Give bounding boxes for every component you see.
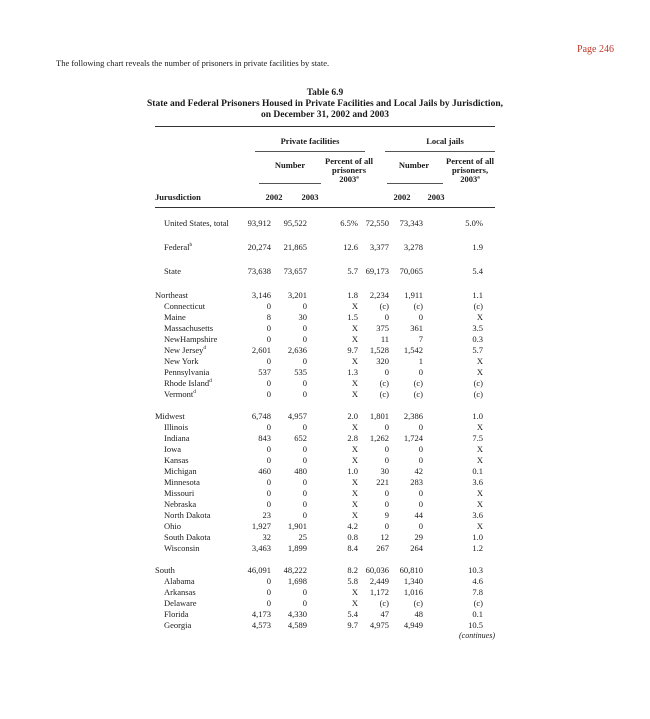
cell-pfp: X bbox=[351, 378, 358, 388]
jurisdiction-name: Ohio bbox=[164, 521, 181, 531]
cell-pfp: 1.3 bbox=[347, 367, 358, 377]
cell-lj02: 1,801 bbox=[369, 411, 389, 421]
jurisdiction-name: Maine bbox=[164, 312, 186, 322]
cell-ljp: 1.1 bbox=[472, 290, 483, 300]
cell-lj02: 320 bbox=[376, 356, 389, 366]
cell-lj03: 73,343 bbox=[399, 218, 423, 228]
cell-ljp: 7.8 bbox=[472, 587, 483, 597]
cell-pfp: 2.8 bbox=[347, 433, 358, 443]
jurisdiction-name: Kansas bbox=[164, 455, 189, 465]
cell-lj03: 4,949 bbox=[403, 620, 423, 630]
cell-lj03: 44 bbox=[414, 510, 423, 520]
cell-pfp: 5.7 bbox=[347, 266, 358, 276]
header-private-number: Number bbox=[274, 160, 306, 170]
cell-pf02: 0 bbox=[266, 455, 271, 465]
table-row bbox=[155, 477, 495, 488]
cell-pf02: 73,638 bbox=[247, 266, 271, 276]
jurisdiction-name: Alabama bbox=[164, 576, 195, 586]
cell-lj03: 48 bbox=[414, 609, 423, 619]
cell-lj03: 7 bbox=[418, 334, 423, 344]
cell-pfp: X bbox=[351, 587, 358, 597]
cell-lj03: (c) bbox=[413, 301, 423, 311]
cell-lj02: 11 bbox=[380, 334, 389, 344]
cell-ljp: 10.5 bbox=[468, 620, 483, 630]
cell-ljp: 5.4 bbox=[472, 266, 483, 276]
cell-lj03: 0 bbox=[418, 488, 423, 498]
jurisdiction-name: United States, total bbox=[164, 218, 229, 228]
cell-pf03: 0 bbox=[302, 444, 307, 454]
cell-lj02: 72,550 bbox=[365, 218, 389, 228]
cell-lj03: 1 bbox=[418, 356, 423, 366]
cell-ljp: 1.0 bbox=[472, 532, 483, 542]
cell-lj02: 1,172 bbox=[369, 587, 389, 597]
jurisdiction-name: Georgia bbox=[164, 620, 192, 630]
cell-lj02: 221 bbox=[376, 477, 389, 487]
header-local-jails: Local jails bbox=[426, 136, 464, 146]
cell-pf03: 0 bbox=[302, 477, 307, 487]
cell-lj03: 1,340 bbox=[403, 576, 423, 586]
cell-pf03: 0 bbox=[302, 422, 307, 432]
cell-lj02: 267 bbox=[376, 543, 389, 553]
table-row bbox=[155, 334, 495, 345]
footnote-marker: d bbox=[193, 389, 197, 396]
cell-lj02: 0 bbox=[384, 499, 389, 509]
cell-ljp: 1.9 bbox=[472, 242, 483, 252]
cell-pfp: X bbox=[351, 301, 358, 311]
table-row bbox=[155, 532, 495, 543]
cell-lj03: (c) bbox=[413, 598, 423, 608]
cell-lj02: 0 bbox=[384, 444, 389, 454]
cell-pf03: 0 bbox=[302, 455, 307, 465]
cell-ljp: X bbox=[476, 455, 483, 465]
cell-lj03: 0 bbox=[418, 422, 423, 432]
header-lj-2003: 2003 bbox=[427, 192, 445, 202]
jurisdiction-name: South bbox=[155, 565, 175, 575]
cell-pfp: 8.2 bbox=[347, 565, 358, 575]
header-local-number: Number bbox=[398, 160, 430, 170]
cell-pf02: 0 bbox=[266, 378, 271, 388]
cell-pfp: 8.4 bbox=[347, 543, 358, 553]
cell-pf03: 73,657 bbox=[283, 266, 307, 276]
table-row bbox=[155, 266, 495, 277]
cell-lj03: (c) bbox=[413, 378, 423, 388]
cell-ljp: 0.1 bbox=[472, 466, 483, 476]
cell-lj03: 2,386 bbox=[403, 411, 423, 421]
cell-pf02: 0 bbox=[266, 301, 271, 311]
cell-pf03: 0 bbox=[302, 389, 307, 399]
cell-pf02: 20,274 bbox=[247, 242, 271, 252]
cell-pf02: 0 bbox=[266, 422, 271, 432]
cell-ljp: X bbox=[476, 499, 483, 509]
cell-pf03: 652 bbox=[294, 433, 307, 443]
cell-ljp: X bbox=[476, 312, 483, 322]
table-title: State and Federal Prisoners Housed in Private Facilities and Local Jails by Jurisdiction, bbox=[147, 99, 503, 109]
cell-lj02: 0 bbox=[384, 422, 389, 432]
cell-pf03: 0 bbox=[302, 334, 307, 344]
table-row bbox=[155, 433, 495, 444]
table-row bbox=[155, 367, 495, 378]
cell-pf02: 0 bbox=[266, 598, 271, 608]
cell-ljp: 0.3 bbox=[472, 334, 483, 344]
table-row bbox=[155, 290, 495, 301]
data-table bbox=[155, 126, 495, 640]
jurisdiction-name: Indiana bbox=[164, 433, 190, 443]
jurisdiction-name: Michigan bbox=[164, 466, 197, 476]
cell-lj03: 1,016 bbox=[403, 587, 423, 597]
cell-lj03: 0 bbox=[418, 521, 423, 531]
cell-pf02: 0 bbox=[266, 323, 271, 333]
cell-pf02: 0 bbox=[266, 587, 271, 597]
cell-ljp: 5.0% bbox=[465, 218, 483, 228]
page-number: Page 246 bbox=[577, 44, 614, 55]
cell-ljp: (c) bbox=[473, 389, 483, 399]
cell-lj02: 3,377 bbox=[369, 242, 389, 252]
header-lj-2002: 2002 bbox=[393, 192, 411, 202]
jurisdiction-name: Illinois bbox=[164, 422, 189, 432]
cell-lj02: 1,262 bbox=[369, 433, 389, 443]
cell-pf03: 1,698 bbox=[287, 576, 307, 586]
cell-lj02: 69,173 bbox=[365, 266, 389, 276]
table-row bbox=[155, 356, 495, 367]
cell-pf03: 1,899 bbox=[287, 543, 307, 553]
cell-pf02: 46,091 bbox=[247, 565, 271, 575]
cell-pfp: 1.5 bbox=[347, 312, 358, 322]
table-number: Table 6.9 bbox=[306, 88, 344, 98]
table-header-rule bbox=[155, 207, 495, 208]
cell-pf03: 0 bbox=[302, 587, 307, 597]
cell-lj02: 9 bbox=[384, 510, 389, 520]
table-row bbox=[155, 609, 495, 620]
cell-ljp: X bbox=[476, 521, 483, 531]
cell-ljp: (c) bbox=[473, 598, 483, 608]
cell-pfp: X bbox=[351, 499, 358, 509]
header-private-percent: Percent of all prisoners 2003ª bbox=[325, 156, 373, 184]
cell-pf03: 0 bbox=[302, 356, 307, 366]
cell-pf02: 0 bbox=[266, 356, 271, 366]
cell-pfp: X bbox=[351, 510, 358, 520]
header-private-rule bbox=[255, 151, 365, 152]
table-row bbox=[155, 323, 495, 334]
jurisdiction-name: Iowa bbox=[164, 444, 181, 454]
cell-lj02: 0 bbox=[384, 455, 389, 465]
cell-pfp: 4.2 bbox=[347, 521, 358, 531]
jurisdiction-name: Connecticut bbox=[164, 301, 206, 311]
cell-pf02: 2,601 bbox=[251, 345, 271, 355]
cell-pfp: 9.7 bbox=[347, 345, 358, 355]
cell-pf02: 3,146 bbox=[251, 290, 271, 300]
cell-pfp: X bbox=[351, 389, 358, 399]
jurisdiction-name: Florida bbox=[164, 609, 189, 619]
cell-pf03: 30 bbox=[298, 312, 307, 322]
cell-pfp: 5.4 bbox=[347, 609, 358, 619]
cell-lj02: 12 bbox=[380, 532, 389, 542]
table-row bbox=[155, 565, 495, 576]
cell-ljp: 0.1 bbox=[472, 609, 483, 619]
table-row bbox=[155, 488, 495, 499]
cell-lj02: 30 bbox=[380, 466, 389, 476]
cell-pf02: 23 bbox=[262, 510, 271, 520]
cell-lj02: 4,975 bbox=[369, 620, 389, 630]
cell-ljp: X bbox=[476, 422, 483, 432]
jurisdiction-name: Delaware bbox=[164, 598, 197, 608]
table-row bbox=[155, 510, 495, 521]
cell-ljp: X bbox=[476, 444, 483, 454]
jurisdiction-name: New York bbox=[164, 356, 199, 366]
cell-lj03: 283 bbox=[410, 477, 423, 487]
table-row bbox=[155, 422, 495, 433]
table-row bbox=[155, 345, 495, 356]
cell-pf03: 4,330 bbox=[287, 609, 307, 619]
cell-pf02: 3,463 bbox=[251, 543, 271, 553]
cell-lj03: 3,278 bbox=[403, 242, 423, 252]
jurisdiction-name: Midwest bbox=[155, 411, 185, 421]
table-row bbox=[155, 543, 495, 554]
cell-pf03: 21,865 bbox=[283, 242, 307, 252]
cell-lj03: 0 bbox=[418, 312, 423, 322]
cell-lj02: (c) bbox=[379, 301, 389, 311]
table-row bbox=[155, 620, 495, 631]
cell-pf03: 1,901 bbox=[287, 521, 307, 531]
jurisdiction-name: Nebraska bbox=[164, 499, 197, 509]
cell-pf02: 8 bbox=[266, 312, 271, 322]
cell-pf02: 4,173 bbox=[251, 609, 271, 619]
cell-pf03: 25 bbox=[298, 532, 307, 542]
cell-pfp: X bbox=[351, 334, 358, 344]
jurisdiction-name: New Jersey$^d$ bbox=[164, 345, 207, 355]
intro-text: The following chart reveals the number of prisoners in private facilities by state. bbox=[56, 58, 330, 68]
cell-pf02: 460 bbox=[258, 466, 271, 476]
cell-pf02: 843 bbox=[258, 433, 271, 443]
cell-ljp: (c) bbox=[473, 301, 483, 311]
cell-lj02: (c) bbox=[379, 598, 389, 608]
cell-ljp: X bbox=[476, 356, 483, 366]
header-pf-2002: 2002 bbox=[265, 192, 283, 202]
header-jurisdiction: Jurusdiction bbox=[155, 192, 201, 202]
header-private-facilities: Private facilities bbox=[280, 136, 340, 146]
cell-pf03: 4,957 bbox=[287, 411, 307, 421]
cell-lj03: 0 bbox=[418, 367, 423, 377]
cell-pf03: 4,589 bbox=[287, 620, 307, 630]
jurisdiction-name: Northeast bbox=[155, 290, 189, 300]
cell-pf02: 0 bbox=[266, 488, 271, 498]
cell-lj02: (c) bbox=[379, 389, 389, 399]
cell-lj03: 60,810 bbox=[399, 565, 423, 575]
cell-pfp: X bbox=[351, 455, 358, 465]
cell-lj03: 1,724 bbox=[403, 433, 423, 443]
footnote-marker: d bbox=[209, 378, 212, 385]
cell-ljp: 1.2 bbox=[472, 543, 483, 553]
cell-pf02: 93,912 bbox=[247, 218, 271, 228]
jurisdiction-name: South Dakota bbox=[164, 532, 211, 542]
cell-pfp: 2.0 bbox=[347, 411, 358, 421]
table-row bbox=[155, 444, 495, 455]
table-header bbox=[155, 127, 495, 207]
cell-ljp: (c) bbox=[473, 378, 483, 388]
cell-ljp: X bbox=[476, 488, 483, 498]
table-row bbox=[155, 218, 495, 229]
cell-pfp: X bbox=[351, 422, 358, 432]
jurisdiction-name: NewHampshire bbox=[164, 334, 218, 344]
table-row bbox=[155, 598, 495, 609]
cell-pfp: 5.8 bbox=[347, 576, 358, 586]
jurisdiction-name: Minnesota bbox=[164, 477, 200, 487]
header-local-percent: Percent of all prisoners, 2003ª bbox=[446, 156, 494, 184]
cell-pfp: 1.8 bbox=[347, 290, 358, 300]
jurisdiction-name: North Dakota bbox=[164, 510, 211, 520]
table-row bbox=[155, 576, 495, 587]
cell-pfp: X bbox=[351, 477, 358, 487]
jurisdiction-name: Pennsylvania bbox=[164, 367, 210, 377]
cell-lj02: 0 bbox=[384, 488, 389, 498]
cell-pf03: 0 bbox=[302, 488, 307, 498]
footnote-marker: d bbox=[203, 345, 207, 352]
cell-pf03: 535 bbox=[294, 367, 307, 377]
cell-pfp: 6.5% bbox=[340, 218, 358, 228]
cell-ljp: 4.6 bbox=[472, 576, 483, 586]
cell-pf03: 95,522 bbox=[283, 218, 307, 228]
cell-lj02: 0 bbox=[384, 367, 389, 377]
cell-lj03: 264 bbox=[410, 543, 423, 553]
cell-pfp: X bbox=[351, 444, 358, 454]
cell-pfp: 1.0 bbox=[347, 466, 358, 476]
table-subtitle: on December 31, 2002 and 2003 bbox=[260, 110, 390, 120]
header-local-rule bbox=[385, 151, 495, 152]
cell-ljp: 5.7 bbox=[472, 345, 483, 355]
cell-pf03: 3,201 bbox=[287, 290, 307, 300]
footnote-marker: b bbox=[189, 242, 193, 249]
table-row bbox=[155, 499, 495, 510]
header-pf-2003: 2003 bbox=[301, 192, 319, 202]
cell-lj03: 1,911 bbox=[404, 290, 423, 300]
cell-pf03: 0 bbox=[302, 323, 307, 333]
table-row bbox=[155, 521, 495, 532]
cell-lj03: 0 bbox=[418, 444, 423, 454]
cell-lj03: 42 bbox=[414, 466, 423, 476]
jurisdiction-name: Federal$^b$ bbox=[164, 242, 193, 252]
cell-pf02: 0 bbox=[266, 576, 271, 586]
cell-pf02: 0 bbox=[266, 477, 271, 487]
cell-pf03: 48,222 bbox=[283, 565, 307, 575]
cell-pf02: 0 bbox=[266, 334, 271, 344]
cell-lj03: 0 bbox=[418, 455, 423, 465]
cell-pf03: 0 bbox=[302, 378, 307, 388]
cell-lj03: 1,542 bbox=[403, 345, 423, 355]
table-row bbox=[155, 411, 495, 422]
cell-ljp: 1.0 bbox=[472, 411, 483, 421]
cell-lj02: 2,234 bbox=[369, 290, 389, 300]
table-row bbox=[155, 389, 495, 400]
cell-ljp: X bbox=[476, 367, 483, 377]
cell-lj02: 0 bbox=[384, 521, 389, 531]
cell-pfp: 9.7 bbox=[347, 620, 358, 630]
cell-pfp: 12.6 bbox=[343, 242, 358, 252]
table-body bbox=[155, 218, 495, 631]
cell-lj03: (c) bbox=[413, 389, 423, 399]
cell-lj03: 0 bbox=[418, 499, 423, 509]
cell-pf02: 6,748 bbox=[251, 411, 271, 421]
cell-lj02: 0 bbox=[384, 312, 389, 322]
cell-pf02: 0 bbox=[266, 389, 271, 399]
cell-pf03: 0 bbox=[302, 499, 307, 509]
table-row bbox=[155, 378, 495, 389]
continues-note: (continues) bbox=[459, 631, 495, 640]
cell-lj02: 60,036 bbox=[365, 565, 389, 575]
jurisdiction-name: State bbox=[164, 266, 181, 276]
table-row bbox=[155, 455, 495, 466]
cell-lj02: 47 bbox=[380, 609, 389, 619]
cell-ljp: 3.5 bbox=[472, 323, 483, 333]
cell-ljp: 3.6 bbox=[472, 510, 483, 520]
cell-pfp: X bbox=[351, 488, 358, 498]
cell-lj03: 70,065 bbox=[399, 266, 423, 276]
cell-lj02: 1,528 bbox=[369, 345, 389, 355]
cell-lj02: 2,449 bbox=[369, 576, 389, 586]
cell-lj03: 361 bbox=[410, 323, 423, 333]
cell-pf03: 0 bbox=[302, 598, 307, 608]
cell-lj03: 29 bbox=[414, 532, 423, 542]
cell-pfp: X bbox=[351, 356, 358, 366]
cell-ljp: 3.6 bbox=[472, 477, 483, 487]
jurisdiction-name: Arkansas bbox=[164, 587, 196, 597]
cell-pfp: 0.8 bbox=[347, 532, 358, 542]
cell-pf02: 1,927 bbox=[251, 521, 271, 531]
cell-pf02: 0 bbox=[266, 499, 271, 509]
jurisdiction-name: Missouri bbox=[164, 488, 195, 498]
header-private-number-rule bbox=[259, 183, 321, 184]
cell-pf02: 537 bbox=[258, 367, 271, 377]
table-row bbox=[155, 242, 495, 253]
cell-pf03: 0 bbox=[302, 510, 307, 520]
header-local-number-rule bbox=[387, 183, 443, 184]
cell-pf03: 480 bbox=[294, 466, 307, 476]
cell-lj02: 375 bbox=[376, 323, 389, 333]
cell-pf02: 4,573 bbox=[251, 620, 271, 630]
cell-ljp: 7.5 bbox=[472, 433, 483, 443]
table-row bbox=[155, 466, 495, 477]
jurisdiction-name: Rhode Island$^d$ bbox=[164, 378, 212, 388]
table-row bbox=[155, 312, 495, 323]
jurisdiction-name: Vermont$^d$ bbox=[164, 389, 197, 399]
cell-pf03: 0 bbox=[302, 301, 307, 311]
cell-pf02: 0 bbox=[266, 444, 271, 454]
cell-pfp: X bbox=[351, 598, 358, 608]
cell-pf03: 2,636 bbox=[287, 345, 307, 355]
jurisdiction-name: Massachusetts bbox=[164, 323, 214, 333]
cell-pf02: 32 bbox=[262, 532, 271, 542]
table-row bbox=[155, 301, 495, 312]
cell-pfp: X bbox=[351, 323, 358, 333]
table-caption bbox=[0, 88, 650, 121]
cell-lj02: (c) bbox=[379, 378, 389, 388]
jurisdiction-name: Wisconsin bbox=[164, 543, 200, 553]
cell-ljp: 10.3 bbox=[468, 565, 483, 575]
table-row bbox=[155, 587, 495, 598]
